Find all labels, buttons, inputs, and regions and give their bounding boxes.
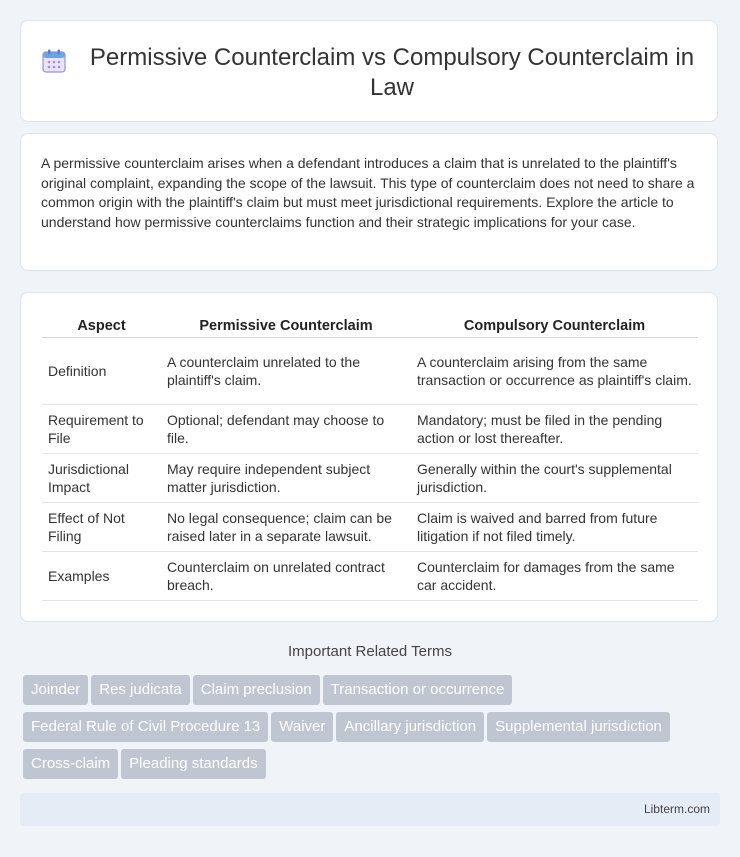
cell-permissive: Optional; defendant may choose to file.	[161, 405, 411, 454]
cell-compulsory: A counterclaim arising from the same transaction or occurrence as plaintiff's claim.	[411, 338, 698, 405]
intro-paragraph: A permissive counterclaim arises when a defendant introduces a claim that is unrelated to the plaintiff's original complaint, expanding the scope of the lawsuit. This type of counterclaim does not need to share a common origin with the plaintiff's claim but must meet jurisdictional requirements. Explore the article to understand how permissive counterclaims function and their strategic implications for your case.	[41, 155, 695, 230]
related-terms-list	[23, 675, 723, 786]
tag-joinder[interactable]: Joinder	[23, 675, 88, 705]
table-row	[42, 454, 698, 503]
cell-aspect: Definition	[42, 338, 161, 405]
tag-supplemental-jurisdiction[interactable]: Supplemental jurisdiction	[487, 712, 670, 742]
table-row	[42, 552, 698, 601]
cell-aspect: Jurisdictional Impact	[42, 454, 161, 503]
tag-waiver[interactable]: Waiver	[271, 712, 333, 742]
tag-frcp-13[interactable]: Federal Rule of Civil Procedure 13	[23, 712, 268, 742]
comparison-card	[20, 292, 718, 622]
related-terms-title: Important Related Terms	[288, 643, 452, 660]
tag-cross-claim[interactable]: Cross-claim	[23, 749, 118, 779]
cell-compulsory: Mandatory; must be filed in the pending action or lost thereafter.	[411, 405, 698, 454]
cell-permissive: May require independent subject matter jurisdiction.	[161, 454, 411, 503]
header-permissive: Permissive Counterclaim	[161, 314, 411, 338]
footer-link[interactable]: Libterm.com	[643, 802, 710, 816]
cell-compulsory: Generally within the court's supplemental jurisdiction.	[411, 454, 698, 503]
tag-ancillary-jurisdiction[interactable]: Ancillary jurisdiction	[336, 712, 484, 742]
cell-aspect: Requirement to File	[42, 405, 161, 454]
table-row	[42, 405, 698, 454]
calendar-icon	[41, 48, 67, 74]
table-row	[42, 338, 698, 405]
header-aspect: Aspect	[42, 314, 161, 338]
cell-permissive: A counterclaim unrelated to the plaintiff's claim.	[161, 338, 411, 405]
tag-pleading-standards[interactable]: Pleading standards	[121, 749, 265, 779]
tag-claim-preclusion[interactable]: Claim preclusion	[193, 675, 320, 705]
header-compulsory: Compulsory Counterclaim	[411, 314, 698, 338]
cell-compulsory: Counterclaim for damages from the same car accident.	[411, 552, 698, 601]
comparison-table	[42, 314, 698, 601]
intro-card	[20, 133, 718, 271]
cell-compulsory: Claim is waived and barred from future litigation if not filed timely.	[411, 503, 698, 552]
table-header-row	[42, 314, 698, 338]
footer	[20, 793, 720, 826]
cell-permissive: No legal consequence; claim can be raised later in a separate lawsuit.	[161, 503, 411, 552]
tag-transaction-or-occurrence[interactable]: Transaction or occurrence	[323, 675, 513, 705]
cell-permissive: Counterclaim on unrelated contract breach.	[161, 552, 411, 601]
page-title: Permissive Counterclaim vs Compulsory Counterclaim in Law	[89, 44, 695, 101]
title-card	[20, 20, 718, 122]
cell-aspect: Effect of Not Filing	[42, 503, 161, 552]
tag-res-judicata[interactable]: Res judicata	[91, 675, 190, 705]
cell-aspect: Examples	[42, 552, 161, 601]
table-row	[42, 503, 698, 552]
